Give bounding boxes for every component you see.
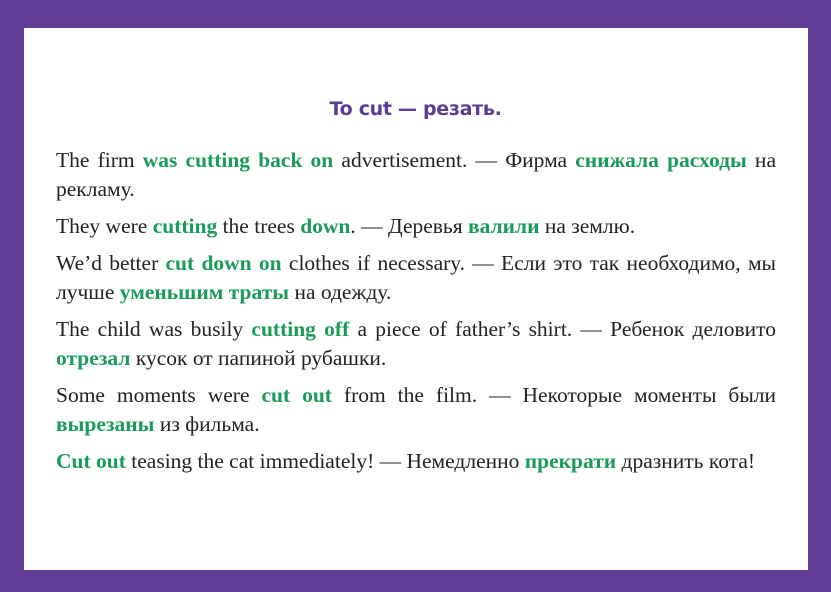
example-highlight: cut out (261, 383, 332, 407)
example-highlight: отрезал (56, 346, 131, 370)
example-highlight: cutting (152, 214, 218, 238)
example-text: The child was busily (56, 317, 252, 341)
examples-list (56, 146, 776, 484)
example-text: the trees (217, 214, 301, 238)
example-text: из фильма. (154, 412, 260, 436)
example-text: a piece of father’s shirt. — Ребенок деловито (349, 317, 777, 341)
example-highlight: cutting off (251, 317, 350, 341)
example-highlight: was cutting back on (142, 148, 334, 172)
example-highlight: прекрати (524, 449, 617, 473)
example-highlight: уменьшим траты (119, 280, 290, 304)
example-text: . — Деревья (350, 214, 469, 238)
example-1 (56, 146, 776, 204)
page-title: To cut — резать. (329, 98, 502, 120)
example-text: дразнить кота! (616, 449, 756, 473)
example-text: clothes if necessary. — Если это так необходимо, мы лучше (56, 251, 776, 304)
example-text: We’d better (56, 251, 166, 275)
example-text: на одежду. (289, 280, 392, 304)
example-highlight: валили (468, 214, 540, 238)
example-text: кусок от папиной рубашки. (130, 346, 387, 370)
example-highlight: down (300, 214, 351, 238)
example-highlight: Cut out (56, 449, 126, 473)
example-6 (56, 447, 776, 476)
example-text: на рекламу. (56, 148, 776, 201)
example-3 (56, 249, 776, 307)
example-text: The firm (56, 148, 143, 172)
example-highlight: вырезаны (56, 412, 155, 436)
example-text: Some moments were (56, 383, 262, 407)
example-text: advertisement. — Фирма (333, 148, 576, 172)
example-highlight: снижала расходы (575, 148, 747, 172)
example-5 (56, 381, 776, 439)
example-text: from the film. — Некоторые моменты были (331, 383, 777, 407)
example-text: на землю. (539, 214, 636, 238)
example-text: teasing the cat immediately! — Немедленно (125, 449, 525, 473)
example-highlight: cut down on (165, 251, 282, 275)
example-text: They were (56, 214, 153, 238)
example-2 (56, 212, 776, 241)
example-4 (56, 315, 776, 373)
